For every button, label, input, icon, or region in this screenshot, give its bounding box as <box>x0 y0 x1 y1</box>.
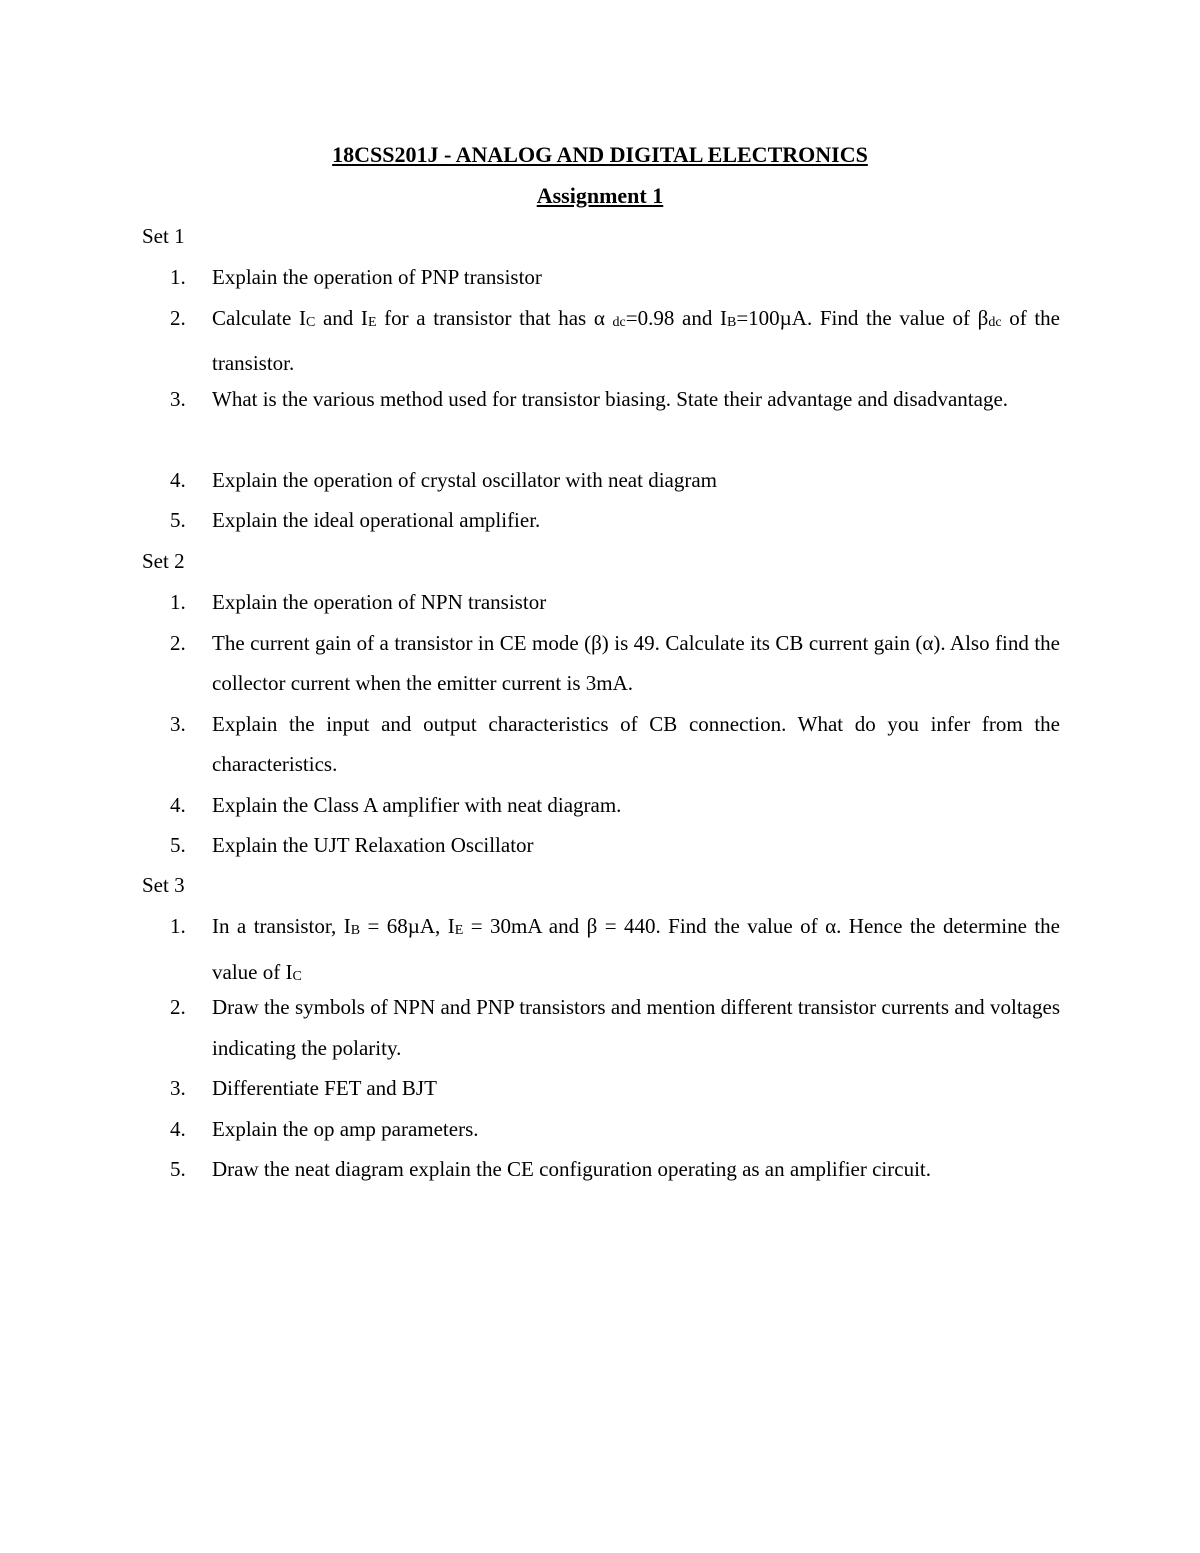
subscript: E <box>367 314 377 330</box>
question-text <box>212 906 1060 997</box>
question-text <box>212 825 1060 866</box>
question-text <box>212 987 1060 1068</box>
question-text <box>212 379 1060 420</box>
subscript: dc <box>988 314 1002 330</box>
question-number: 5. <box>170 833 186 857</box>
question-item <box>170 1068 1060 1109</box>
question-text-run: What is the various method used for transistor biasing. State their advantage and disadvantage. <box>212 386 1009 411</box>
question-number: 2. <box>170 630 186 655</box>
question-number: 4. <box>170 792 186 817</box>
page-subtitle: Assignment 1 <box>536 183 664 208</box>
question-item <box>170 825 1060 866</box>
question-number: 5. <box>170 1157 186 1181</box>
question-text <box>212 1109 1060 1150</box>
question-text <box>212 623 1060 704</box>
question-text <box>212 257 1060 298</box>
question-text <box>212 298 1060 384</box>
question-text-run: = 30mA and β = 440. Find the value of α. Hence the determine the value of I <box>212 914 1060 984</box>
question-text <box>212 500 1060 541</box>
question-item <box>170 623 1060 704</box>
question-text-run: In a transistor, I <box>212 914 351 938</box>
question-text <box>212 1149 1060 1190</box>
question-item <box>170 379 1060 420</box>
subscript: C <box>305 314 316 330</box>
set-label: Set 2 <box>142 549 185 573</box>
subscript: dc <box>612 314 626 330</box>
set-label: Set 1 <box>142 224 185 248</box>
question-text-run: Explain the operation of PNP transistor <box>212 265 542 289</box>
subscript: B <box>350 923 361 938</box>
question-text-run: for a transistor that has α <box>376 305 613 330</box>
page-title: 18CSS201J - ANALOG AND DIGITAL ELECTRONICS <box>332 142 868 167</box>
question-text-run: The current gain of a transistor in CE mode (β) is 49. Calculate its CB current gain (α). Also find the collector current when the emitter current is 3mA. <box>212 630 1060 695</box>
question-text <box>212 460 1060 501</box>
question-item <box>170 1149 1060 1190</box>
question-text-run: Draw the neat diagram explain the CE configuration operating as an amplifier circuit. <box>212 1157 931 1181</box>
question-number: 4. <box>170 1116 186 1141</box>
subscript: E <box>454 923 464 938</box>
question-number: 1. <box>170 590 186 614</box>
question-number: 1. <box>170 265 186 289</box>
question-item <box>170 582 1060 623</box>
question-text <box>212 704 1060 785</box>
question-number: 3. <box>170 386 186 411</box>
question-text-run: Explain the input and output characteristics of CB connection. What do you infer from the characteristics. <box>212 711 1060 776</box>
question-text-run: and I <box>315 305 368 330</box>
question-text-run: =0.98 and I <box>625 305 727 330</box>
question-number: 5. <box>170 508 186 532</box>
question-text-run: Explain the op amp parameters. <box>212 1116 479 1141</box>
question-text-run: Explain the operation of NPN transistor <box>212 590 547 614</box>
question-item <box>170 500 1060 541</box>
question-number: 3. <box>170 711 186 736</box>
question-text-run: Explain the operation of crystal oscillator with neat diagram <box>212 467 718 492</box>
question-text-run: = 68µA, I <box>360 914 455 938</box>
question-text <box>212 582 1060 623</box>
question-text <box>212 1068 1060 1109</box>
question-item <box>170 1109 1060 1150</box>
question-item <box>170 906 1060 997</box>
question-number: 1. <box>170 914 186 938</box>
question-text-run: Explain the Class A amplifier with neat diagram. <box>212 792 622 817</box>
question-text-run: Explain the UJT Relaxation Oscillator <box>212 833 534 857</box>
question-item <box>170 704 1060 785</box>
question-item <box>170 257 1060 298</box>
question-number: 3. <box>170 1076 186 1100</box>
question-text-run: =100µA. Find the value of β <box>736 305 989 330</box>
question-text-run: Calculate I <box>212 305 306 330</box>
question-text <box>212 785 1060 826</box>
question-number: 2. <box>170 995 186 1019</box>
question-text-run: Explain the ideal operational amplifier. <box>212 508 541 532</box>
question-text-run: Differentiate FET and BJT <box>212 1076 437 1100</box>
subscript: C <box>292 968 302 984</box>
subscript: B <box>727 314 737 330</box>
question-text-run: of the transistor. <box>212 305 1060 375</box>
question-item <box>170 987 1060 1068</box>
question-number: 4. <box>170 467 186 492</box>
question-number: 2. <box>170 305 186 330</box>
set-label: Set 3 <box>142 873 185 897</box>
question-item <box>170 298 1060 384</box>
question-item <box>170 460 1060 501</box>
question-text-run: Draw the symbols of NPN and PNP transistors and mention different transistor currents and voltages indicating the polarity. <box>212 995 1060 1060</box>
question-item <box>170 785 1060 826</box>
